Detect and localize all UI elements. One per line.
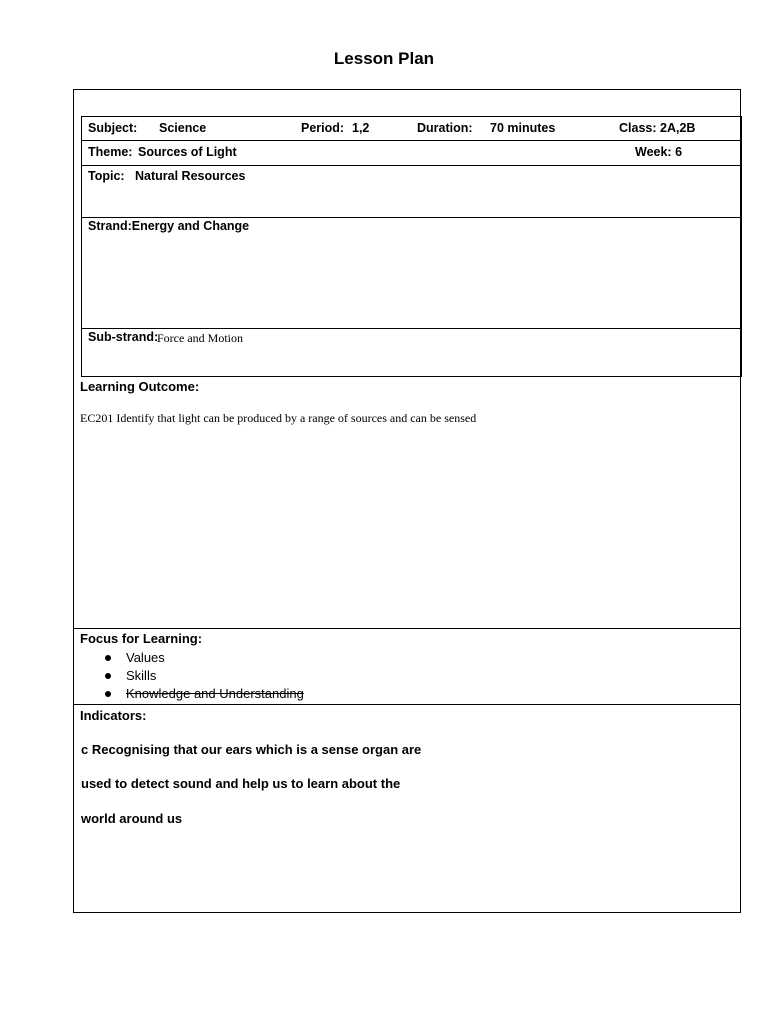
learning-outcome-section [74,377,740,629]
period-value: 1,2 [352,121,370,135]
focus-item-label: Skills [126,668,157,683]
bullet-icon [105,691,111,697]
indicators-heading: Indicators: [80,708,147,723]
indicator-line: world around us [81,811,183,826]
lesson-plan-table [73,89,741,913]
theme-label: Theme: [88,145,133,159]
topic-row [81,165,742,218]
focus-item-label: Knowledge and Understanding [126,686,304,701]
subject-row [81,116,742,141]
focus-item-skills [74,667,474,685]
subject-value: Science [159,121,207,135]
focus-list [74,649,474,703]
period-label: Period: [301,121,345,135]
bullet-icon [105,655,111,661]
class-label: Class: 2A,2B [619,121,696,135]
focus-item-label: Values [126,650,165,665]
duration-value: 70 minutes [490,121,556,135]
topic-value: Natural Resources [135,169,246,183]
learning-outcome-heading: Learning Outcome: [80,379,200,394]
strand-label: Strand:Energy and Change [88,219,250,233]
strand-row [81,217,742,329]
subject-label: Subject: [88,121,138,135]
substrand-label: Sub-strand: [88,330,159,344]
indicators-section [74,705,740,912]
learning-outcome-text: EC201 Identify that light can be produced by a range of sources and can be sensed [80,411,477,425]
indicator-line: c Recognising that our ears which is a sense organ are [81,742,422,757]
substrand-value: Force and Motion [157,331,243,345]
focus-item-knowledge [74,685,474,703]
focus-heading: Focus for Learning: [80,631,203,646]
focus-section [74,629,740,704]
theme-row [81,140,742,166]
document-title: Lesson Plan [333,49,435,68]
indicator-line: used to detect sound and help us to learn about the [81,776,401,791]
substrand-row [81,328,742,377]
duration-label: Duration: [417,121,473,135]
bullet-icon [105,673,111,679]
week-label: Week: 6 [635,145,683,159]
focus-item-values [74,649,474,667]
theme-value: Sources of Light [138,145,237,159]
topic-label: Topic: [88,169,125,183]
